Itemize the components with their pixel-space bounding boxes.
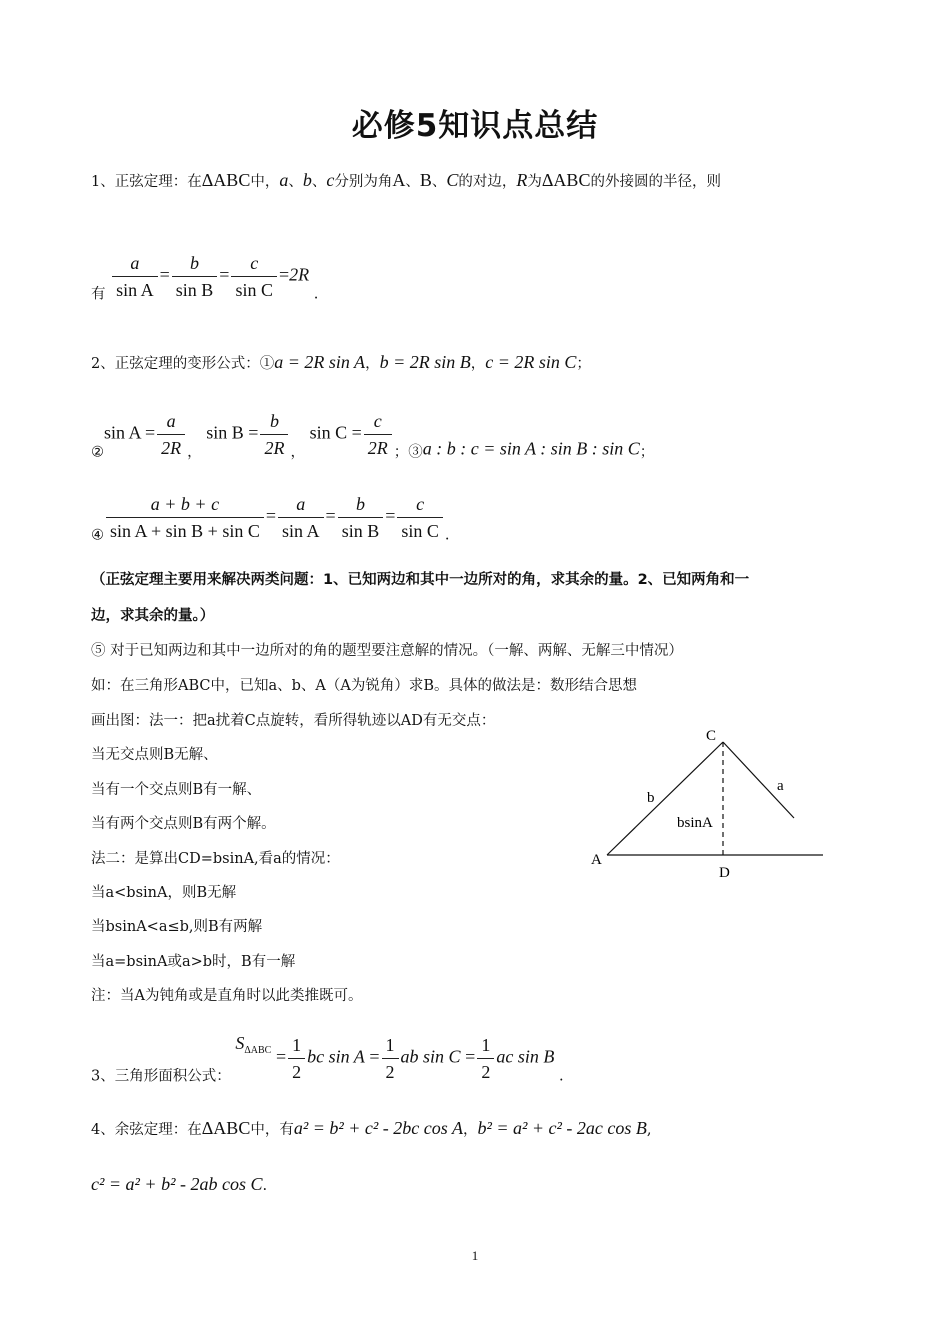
- angle-A: A: [392, 170, 406, 190]
- page-title: 必修5知识点总结: [351, 108, 599, 144]
- formula: a² = b² + c² - 2bc cos A: [293, 1118, 463, 1138]
- body-line: 注：当A为钝角或是直角时以此类推既可。: [91, 988, 363, 1004]
- label-a: a: [777, 778, 784, 794]
- body-line: ⑤ 对于已知两边和其中一边所对的角的题型要注意解的情况。（一解、两解、无解三中情况）: [91, 643, 683, 659]
- fraction-c-over-sinC: $\frac{c}{\text{sin C}}$: [231, 252, 277, 301]
- text: 的外接圆的半径，则: [590, 174, 721, 190]
- fraction-a-over-sinA: $\frac{a}{\text{sin A}}$: [112, 252, 158, 301]
- body-line: 法二：是算出CD=bsinA,看a的情况：: [91, 851, 340, 867]
- label-A: A: [591, 852, 602, 868]
- text: 的对边，: [458, 174, 517, 190]
- sine-law-statement: 1、正弦定理：在ΔABC中，a、b、c分别为角A、B、C的对边，R为ΔABC的外接圆的半径，则: [91, 170, 721, 190]
- var-a: a: [279, 170, 289, 190]
- sine-law-formula: 有 $\frac{a}{\text{sin A}}$ = $\frac{b}{\text{sin B}}$ = $\frac{c}{\text{sin C}}$ =2R .: [91, 253, 319, 303]
- label-bsinA: bsinA: [677, 815, 713, 831]
- var-b: b: [302, 170, 312, 190]
- text: 2、正弦定理的变形公式：①: [91, 356, 275, 372]
- cosine-law-c: c² = a² + b² - 2ab cos C.: [91, 1174, 268, 1194]
- formula: c = 2R sin C: [485, 352, 577, 372]
- angle-C: C: [446, 170, 459, 190]
- page-number: 1: [471, 1248, 479, 1263]
- sine-law-variants-4: ④ $\frac{a + b + c}{\text{sin A + sin B + sin C}}$ = $\frac{a}{\text{sin A}}$ = $\frac{b}{\text{sin B}}$ = $\frac{c}{\text{sin C}}$ .: [91, 494, 450, 544]
- body-line: 当无交点则B无解、: [91, 747, 218, 763]
- ratio-formula: a : b : c = sin A : sin B : sin C: [422, 438, 640, 459]
- formula: a = 2R sin A: [274, 352, 366, 372]
- triangle-symbol: ΔABC: [541, 170, 591, 190]
- text: 4、余弦定理：在: [91, 1122, 202, 1138]
- triangle-symbol: ΔABC: [201, 170, 251, 190]
- text: 为: [527, 174, 542, 190]
- formula: b = 2R sin B: [379, 352, 471, 372]
- body-line: 当有两个交点则B有两个解。: [91, 816, 276, 832]
- area-formula: 3、三角形面积公式： $S_{\Delta ABC}$ = $\frac{1}{2}$ bc sin A = $\frac{1}{2}$ ab sin C = $\frac{1}{2}$ ac sin B .: [91, 1032, 564, 1085]
- var-R: R: [516, 170, 528, 190]
- fraction-b-over-sinB: $\frac{b}{\text{sin B}}$: [172, 252, 218, 301]
- text: 有: [91, 286, 106, 303]
- fraction-c-over-2R: $\frac{c}{2R}$: [364, 410, 392, 459]
- body-line: 画出图：法一：把a扰着C点旋转，看所得轨迹以AD有无交点：: [91, 713, 496, 729]
- fraction-b-over-2R: $\frac{b}{2R}$: [260, 410, 288, 459]
- side-b: [607, 742, 723, 855]
- body-line: 当有一个交点则B有一解、: [91, 782, 262, 798]
- body-line: 当a<bsinA，则B无解: [91, 885, 237, 901]
- text: 中，: [250, 174, 280, 190]
- note-line-2: 边，求其余的量。）: [91, 608, 215, 624]
- triangle-diagram: [585, 722, 835, 887]
- label-D: D: [719, 865, 730, 881]
- body-line: 当a=bsinA或a>b时，B有一解: [91, 954, 296, 970]
- label-C: C: [706, 728, 717, 744]
- var-c: c: [326, 170, 335, 190]
- body-line: 如：在三角形ABC中，已知a、b、A（A为锐角）求B。具体的做法是：数形结合思想: [91, 678, 638, 694]
- fraction-sum: $\frac{a + b + c}{\text{sin A + sin B + sin C}}$: [106, 493, 264, 542]
- sine-law-variants-2: ②sin A = $\frac{a}{2R}$ ， sin B = $\frac{b}{2R}$ ， sin C = $\frac{c}{2R}$ ；③a : b : c = sin A : sin B : sin C；: [91, 411, 655, 461]
- formula: c² = a² + b² - 2ab cos C: [91, 1174, 263, 1194]
- text: 1、正弦定理：在: [91, 174, 202, 190]
- label-b: b: [647, 790, 655, 806]
- cosine-law-statement: 4、余弦定理：在ΔABC中，有a² = b² + c² - 2bc cos A，b² = a² + c² - 2ac cos B,: [91, 1118, 652, 1138]
- angle-B: B: [419, 170, 432, 190]
- text: 分别为角: [334, 174, 393, 190]
- note-line-1: （正弦定理主要用来解决两类问题：1、已知两边和其中一边所对的角，求其余的量。2、已知两角和一: [91, 572, 750, 588]
- text: 3、三角形面积公式：: [91, 1068, 231, 1085]
- two-R: 2R: [289, 264, 310, 285]
- body-line: 当bsinA<a≤b,则B有两解: [91, 919, 263, 935]
- sine-law-variants-1: 2、正弦定理的变形公式：①a = 2R sin A，b = 2R sin B，c = 2R sin C；: [91, 352, 591, 372]
- fraction-a-over-2R: $\frac{a}{2R}$: [157, 410, 185, 459]
- formula: b² = a² + c² - 2ac cos B: [477, 1118, 647, 1138]
